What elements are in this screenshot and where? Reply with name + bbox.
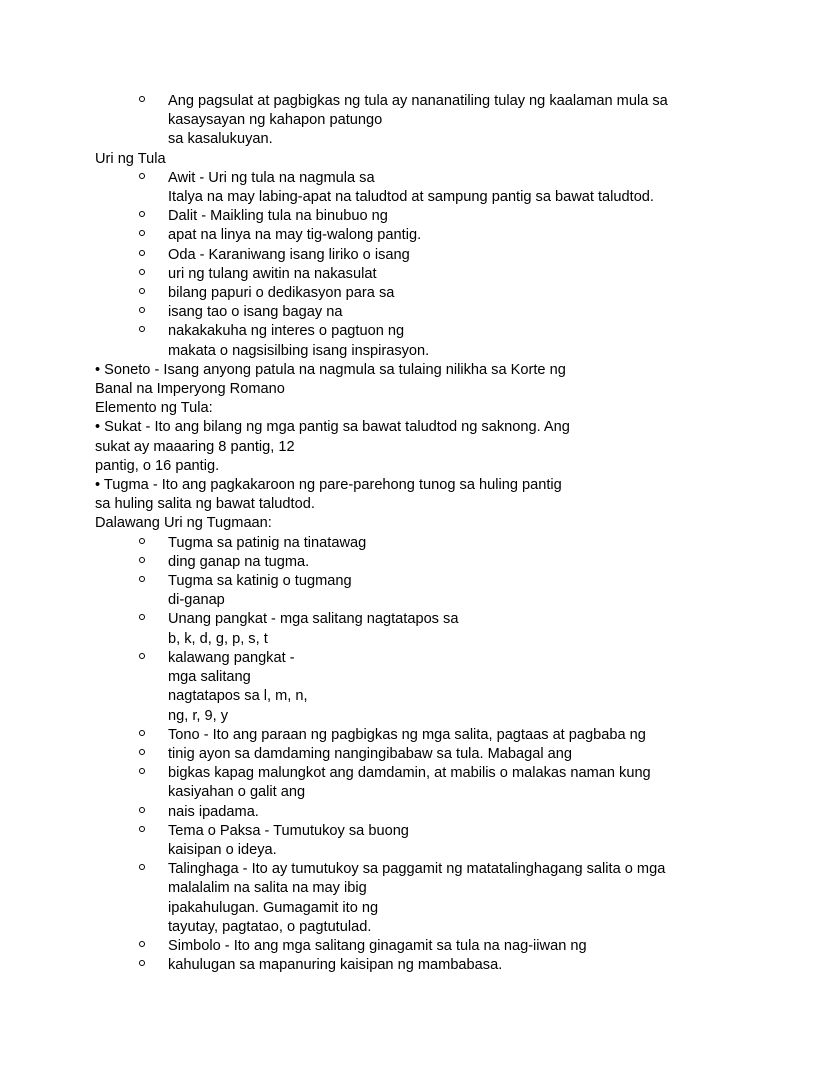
list-item-line: makata o nagsisilbing isang inspirasyon. <box>168 342 430 359</box>
paragraph-line: Uri ng Tula <box>95 150 166 167</box>
list-item <box>95 322 733 360</box>
list-item-line: ding ganap na tugma. <box>168 553 310 570</box>
list-item-line: bilang papuri o dedikasyon para sa <box>168 285 395 302</box>
bullet-circle-icon <box>139 576 145 582</box>
list-item <box>95 92 733 150</box>
list-item-line: mga salitang <box>168 669 251 686</box>
list-item-line: kasaysayan ng kahapon patungo <box>168 112 383 129</box>
list-item <box>95 265 733 284</box>
bullet-circle-icon <box>139 230 145 236</box>
list-item-line: bigkas kapag malungkot ang damdamin, at mabilis o malakas naman kung <box>168 765 651 782</box>
list-item <box>95 207 733 226</box>
list-item-line: kaisipan o ideya. <box>168 841 277 858</box>
bullet-circle-icon <box>139 864 145 870</box>
list-item <box>95 572 733 610</box>
list-item <box>95 764 733 802</box>
list-item-line: Ang pagsulat at pagbigkas ng tula ay nananatiling tulay ng kaalaman mula sa <box>168 93 668 109</box>
paragraph-line: sukat ay maaaring 8 pantig, 12 <box>95 438 295 455</box>
bullet-circle-icon <box>139 326 145 332</box>
list-item-line: Italya na may labing-apat na taludtod at sampung pantig sa bawat taludtod. <box>168 189 654 206</box>
bullet-circle-icon <box>139 941 145 947</box>
list-item-line: nais ipadama. <box>168 803 259 820</box>
bullet-circle-icon <box>139 288 145 294</box>
list-item-line: Tugma sa katinig o tugmang <box>168 573 352 590</box>
bullet-circle-icon <box>139 730 145 736</box>
list-item <box>95 553 733 572</box>
list-item-line: Awit - Uri ng tula na nagmula sa <box>168 169 375 186</box>
paragraph-line: sa huling salita ng bawat taludtod. <box>95 496 315 513</box>
list-item-line: tayutay, pagtatao, o pagtutulad. <box>168 918 372 935</box>
bullet-circle-icon <box>139 749 145 755</box>
paragraph-line: Banal na Imperyong Romano <box>95 381 285 398</box>
list-item-line: Dalit - Maikling tula na binubuo ng <box>168 208 388 225</box>
bullet-circle-icon <box>139 960 145 966</box>
list-item-line: b, k, d, g, p, s, t <box>168 630 268 647</box>
list-item-line: ipakahulugan. Gumagamit ito ng <box>168 899 379 916</box>
list-item <box>95 726 733 745</box>
bullet-circle-icon <box>139 807 145 813</box>
list-item-line: ng, r, 9, y <box>168 707 229 724</box>
list-item-line: apat na linya na may tig-walong pantig. <box>168 227 422 244</box>
list-item-line: Tugma sa patinig na tinatawag <box>168 534 367 551</box>
list-item-line: kalawang pangkat - <box>168 649 295 666</box>
list-item-line: Simbolo - Ito ang mga salitang ginagamit sa tula na nag-iiwan ng <box>168 937 587 954</box>
list-item <box>95 284 733 303</box>
paragraph-line: • Soneto - Isang anyong patula na nagmula sa tulaing nilikha sa Korte ng <box>95 361 566 378</box>
list-item-line: sa kasalukuyan. <box>168 131 273 148</box>
list-item-line: tinig ayon sa damdaming nangingibabaw sa tula. Mabagal ang <box>168 745 573 762</box>
bullet-circle-icon <box>139 653 145 659</box>
list-item <box>95 534 733 553</box>
list-item-line: nakakakuha ng interes o pagtuon ng <box>168 323 405 340</box>
list-item <box>95 610 733 648</box>
list-item <box>95 246 733 265</box>
bullet-circle-icon <box>139 307 145 313</box>
list-item <box>95 745 733 764</box>
list-item <box>95 803 733 822</box>
bullet-circle-icon <box>139 96 145 102</box>
document-body <box>95 92 733 975</box>
list-item <box>95 937 733 956</box>
paragraph-line: Dalawang Uri ng Tugmaan: <box>95 515 272 532</box>
list-item <box>95 822 733 860</box>
list-item-line: kasiyahan o galit ang <box>168 784 306 801</box>
list-item <box>95 860 733 937</box>
list-item-line: nagtatapos sa l, m, n, <box>168 688 308 705</box>
list-item-line: malalalim na salita na may ibig <box>168 880 367 897</box>
paragraph-line: • Sukat - Ito ang bilang ng mga pantig sa bawat taludtod ng saknong. Ang <box>95 419 570 436</box>
list-item <box>95 956 733 975</box>
list-item-line: Talinghaga - Ito ay tumutukoy sa paggamit ng matatalinghagang salita o mga <box>168 861 666 878</box>
bullet-circle-icon <box>139 768 145 774</box>
bullet-circle-icon <box>139 614 145 620</box>
list-item-line: di-ganap <box>168 592 225 609</box>
list-item <box>95 303 733 322</box>
list-item <box>95 169 733 207</box>
list-item-line: isang tao o isang bagay na <box>168 304 343 321</box>
paragraph-line: • Tugma - Ito ang pagkakaroon ng pare-parehong tunog sa huling pantig <box>95 477 562 494</box>
list-item <box>95 649 733 726</box>
bullet-circle-icon <box>139 826 145 832</box>
bullet-circle-icon <box>139 250 145 256</box>
list-item-line: Unang pangkat - mga salitang nagtatapos sa <box>168 611 459 628</box>
list-item-line: uri ng tulang awitin na nakasulat <box>168 265 377 282</box>
list-item-line: Tono - Ito ang paraan ng pagbigkas ng mga salita, pagtaas at pagbaba ng <box>168 726 646 743</box>
bullet-circle-icon <box>139 538 145 544</box>
list-item-line: Tema o Paksa - Tumutukoy sa buong <box>168 822 409 839</box>
bullet-circle-icon <box>139 173 145 179</box>
list-item <box>95 226 733 245</box>
paragraph-line: pantig, o 16 pantig. <box>95 457 220 474</box>
list-item-line: kahulugan sa mapanuring kaisipan ng mambabasa. <box>168 957 503 974</box>
paragraph-line: Elemento ng Tula: <box>95 400 213 417</box>
bullet-circle-icon <box>139 269 145 275</box>
bullet-circle-icon <box>139 557 145 563</box>
list-item-line: Oda - Karaniwang isang liriko o isang <box>168 246 410 263</box>
bullet-circle-icon <box>139 211 145 217</box>
